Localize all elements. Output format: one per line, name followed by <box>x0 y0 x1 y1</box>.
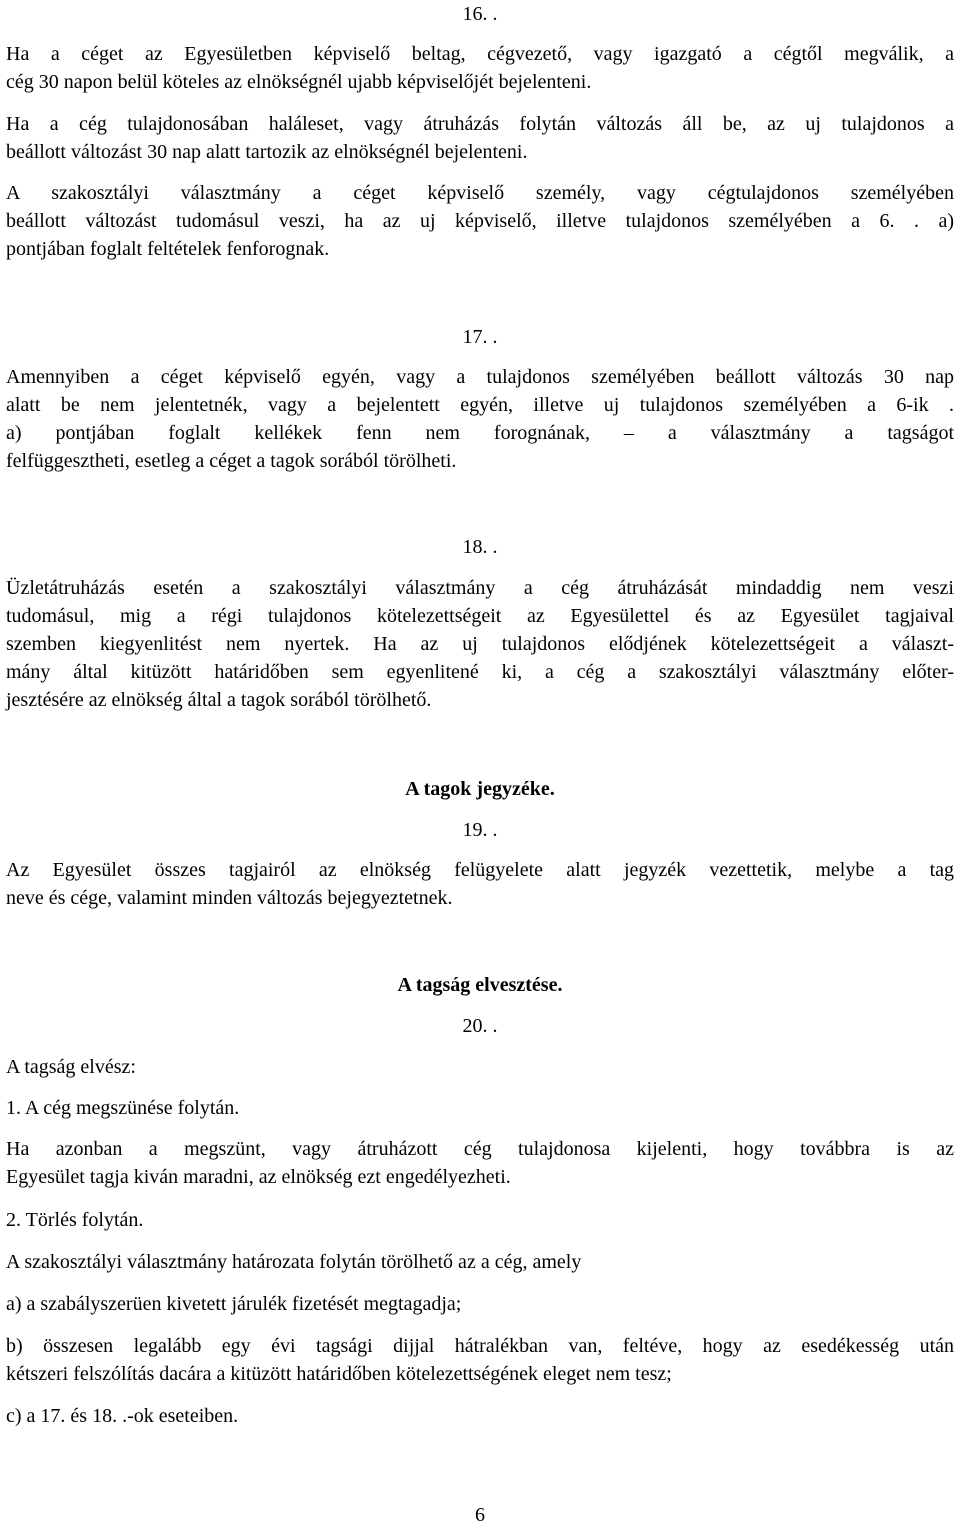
paragraph-16-3 <box>6 179 954 263</box>
text-line: cég 30 napon belül köteles az elnökségnél ujabb képviselőjét bejelenteni. <box>6 71 592 93</box>
text-line: Ha a céget az Egyesületben képviselő beltag, cégvezető, vagy igazgató a cégtől megválik, a <box>6 43 954 65</box>
section-number-19: 19. . <box>462 819 498 841</box>
page-number: 6 <box>475 1504 485 1526</box>
text-line: tudomásul, mig a régi tulajdonos kötelezettségeit az Egyesülettel és az Egyesület tagjaival <box>6 605 954 627</box>
text-line: alatt be nem jelentetnék, vagy a bejelentett egyén, illetve uj tulajdonos személyében a 6-ik . <box>6 394 954 416</box>
text-line: Ha azonban a megszünt, vagy átruházott cég tulajdonosa kijelenti, hogy továbbra is az <box>6 1138 954 1160</box>
item-2-text: A szakosztályi választmány határozata folytán törölhető az a cég, amely <box>6 1251 582 1273</box>
item-1-text <box>6 1135 954 1191</box>
text-line: neve és cége, valamint minden változás bejegyeztetnek. <box>6 887 453 909</box>
item-2-a: a) a szabályszerüen kivetett járulék fizetését megtagadja; <box>6 1293 462 1315</box>
document-page <box>6 0 954 1525</box>
section-number-16: 16. . <box>462 3 498 25</box>
text-line: Az Egyesület összes tagjairól az elnökség felügyelete alatt jegyzék vezettetik, melybe a tag <box>6 859 954 881</box>
text-line: Egyesület tagja kiván maradni, az elnökség ezt engedélyezheti. <box>6 1166 511 1188</box>
section-number-20: 20. . <box>462 1015 498 1037</box>
text-line: szemben kiegyenlitést nem nyertek. Ha az uj tulajdonos elődjének kötelezettségeit a választ- <box>6 633 954 655</box>
text-line: a) pontjában foglalt kellékek fenn nem forognának, – a választmány a tagságot <box>6 422 954 444</box>
membership-loss-intro: A tagság elvész: <box>6 1056 136 1078</box>
text-line: mány által kitüzött határidőben sem egyenlitené ki, a cég a szakosztályi választmány előter- <box>6 661 954 683</box>
text-line: felfüggesztheti, esetleg a céget a tagok sorából törölheti. <box>6 450 457 472</box>
text-line: pontjában foglalt feltételek fenforognak. <box>6 238 330 260</box>
item-2-b <box>6 1332 954 1388</box>
item-2-c: c) a 17. és 18. .-ok eseteiben. <box>6 1405 239 1427</box>
item-2-heading: 2. Törlés folytán. <box>6 1209 144 1231</box>
heading-members-register: A tagok jegyzéke. <box>405 778 555 800</box>
paragraph-19-1 <box>6 856 954 912</box>
text-line: Üzletátruházás esetén a szakosztályi választmány a cég átruházását mindaddig nem veszi <box>6 577 954 599</box>
paragraph-16-2 <box>6 110 954 166</box>
text-line: b) összesen legalább egy évi tagsági dijjal hátralékban van, feltéve, hogy az esedékesség után <box>6 1335 954 1357</box>
paragraph-17-1 <box>6 363 954 475</box>
text-line: Ha a cég tulajdonosában haláleset, vagy átruházás folytán változás áll be, az uj tulajdonos a <box>6 113 954 135</box>
text-line: beállott változást tudomásul veszi, ha az uj képviselő, illetve tulajdonos személyében a 6. . a) <box>6 210 954 232</box>
paragraph-18-1 <box>6 574 954 714</box>
section-number-17: 17. . <box>462 326 498 348</box>
text-line: beállott változást 30 nap alatt tartozik az elnökségnél bejelenteni. <box>6 141 528 163</box>
heading-membership-loss: A tagság elvesztése. <box>397 974 563 996</box>
text-line: kétszeri felszólítás dacára a kitüzött határidőben kötelezettségének eleget nem tesz; <box>6 1363 672 1385</box>
paragraph-16-1 <box>6 40 954 96</box>
text-line: A szakosztályi választmány a céget képviselő személy, vagy cégtulajdonos személyében <box>6 182 954 204</box>
text-line: jesztésére az elnökség által a tagok sorából törölhető. <box>6 689 432 711</box>
section-number-18: 18. . <box>462 536 498 558</box>
text-line: Amennyiben a céget képviselő egyén, vagy a tulajdonos személyében beállott változás 30 nap <box>6 366 954 388</box>
item-1-heading: 1. A cég megszünése folytán. <box>6 1097 240 1119</box>
